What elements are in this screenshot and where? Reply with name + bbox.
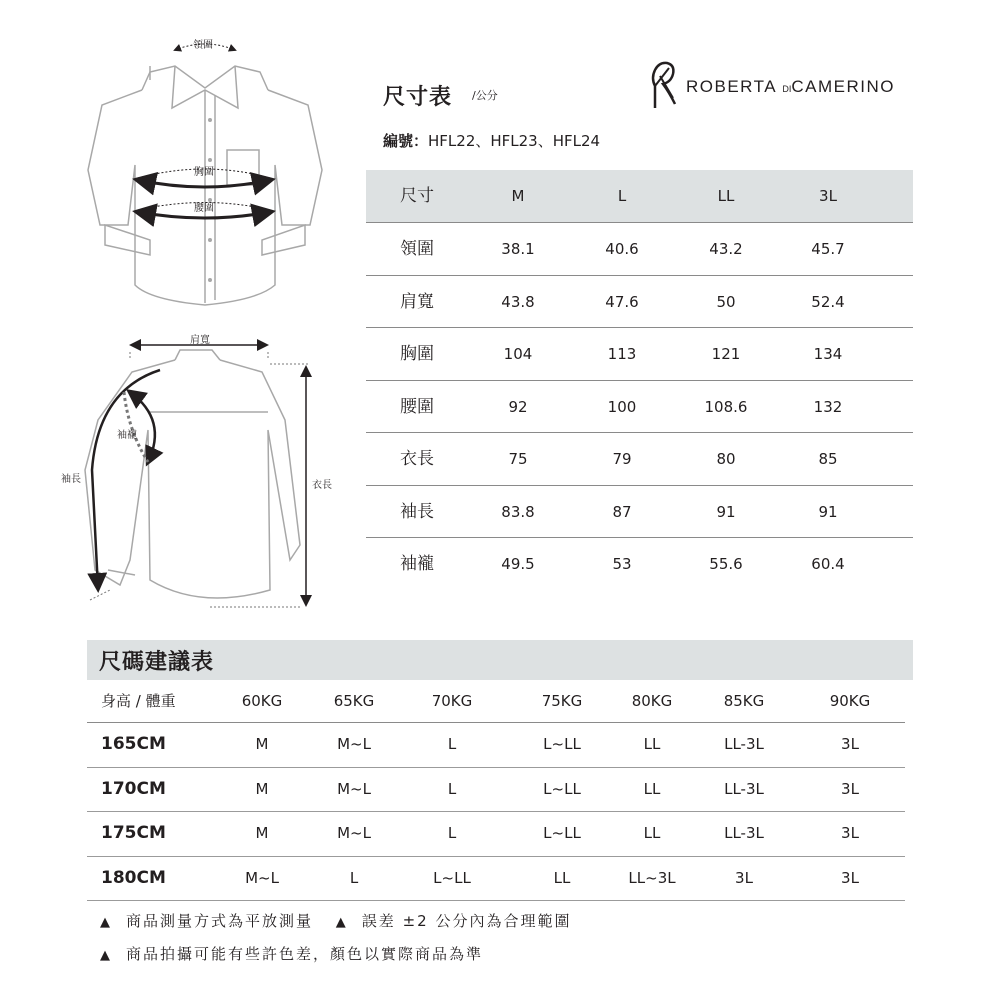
table-cell: 50 (716, 292, 736, 311)
height-label: 165CM (101, 734, 166, 754)
table-row (366, 276, 913, 329)
table-cell: L (447, 779, 457, 798)
table-cell: 60.4 (811, 555, 845, 573)
size-header: 3L (819, 187, 837, 205)
table-cell: LL (553, 868, 571, 887)
weight-header: 80KG (631, 692, 673, 710)
table-cell: M (255, 735, 269, 753)
weight-header: 90KG (829, 692, 871, 710)
triangle-icon: ▲ (335, 915, 348, 930)
table-cell: L~LL (543, 824, 581, 842)
row-label: 衣長 (400, 449, 434, 469)
table-cell: 3L (841, 779, 859, 798)
recommendation-header (87, 680, 905, 723)
table-cell: 104 (503, 345, 533, 363)
table-cell: 52.4 (811, 292, 845, 311)
table-cell: LL-3L (724, 824, 764, 842)
weight-header: 85KG (723, 692, 765, 710)
table-cell: 3L (841, 735, 859, 753)
table-row (87, 768, 905, 813)
table-cell: 91 (818, 502, 838, 521)
table-cell: L~LL (543, 779, 581, 798)
table-cell: 38.1 (501, 240, 535, 258)
collar-label: 領圍 (193, 40, 213, 51)
shirt-diagrams (0, 0, 360, 640)
triangle-icon: ▲ (100, 915, 112, 930)
armhole-label: 袖襱 (117, 430, 137, 441)
height-label: 175CM (101, 823, 166, 843)
table-cell: 80 (716, 450, 736, 468)
table-cell: 40.6 (605, 240, 639, 258)
table-cell: L (349, 868, 359, 887)
height-label: 170CM (101, 778, 166, 799)
row-label: 胸圍 (400, 344, 434, 364)
brand-name: ROBERTA DICAMERINO (686, 77, 896, 96)
table-cell: M~L (337, 779, 371, 798)
brand-logo-icon (645, 58, 681, 110)
table-cell: 108.6 (704, 397, 748, 416)
size-header: LL (717, 187, 735, 205)
size-corner-label: 尺寸 (400, 186, 434, 206)
weight-header: 70KG (431, 692, 473, 710)
table-cell: LL~3L (628, 868, 676, 887)
row-label: 袖長 (400, 501, 434, 522)
table-cell: L (447, 824, 457, 842)
table-cell: LL-3L (724, 779, 764, 798)
table-cell: 49.5 (501, 555, 535, 573)
table-cell: 47.6 (605, 292, 639, 311)
table-cell: 3L (841, 824, 859, 842)
table-cell: LL (643, 779, 661, 798)
table-row (87, 723, 905, 768)
weight-header: 65KG (333, 692, 375, 710)
table-cell: LL-3L (724, 735, 764, 753)
table-cell: 100 (607, 397, 637, 416)
table-row (366, 538, 913, 590)
waist-label: 腰圍 (194, 203, 214, 214)
table-cell: 53 (612, 555, 632, 573)
table-row (87, 857, 905, 902)
table-cell: 121 (711, 345, 741, 363)
back-shirt-drawing (85, 350, 300, 598)
size-table (366, 170, 913, 590)
weight-header: 75KG (541, 692, 583, 710)
table-row (366, 223, 913, 276)
size-table-header (366, 170, 913, 223)
row-label: 肩寬 (400, 291, 434, 312)
table-row (366, 486, 913, 539)
table-cell: 43.8 (501, 292, 535, 311)
table-cell: 132 (813, 397, 843, 416)
table-cell: 3L (735, 868, 753, 887)
page-title: 尺寸表 (383, 85, 453, 110)
table-cell: 92 (508, 397, 528, 416)
row-label: 袖襱 (400, 554, 434, 574)
table-cell: 83.8 (501, 502, 535, 521)
table-cell: 79 (612, 450, 632, 468)
table-cell: 85 (818, 450, 838, 468)
table-row (366, 433, 913, 486)
table-cell: LL (643, 824, 661, 842)
table-cell: L~LL (543, 735, 581, 753)
body-length-label: 衣長 (312, 480, 332, 491)
table-row (366, 328, 913, 381)
height-label: 180CM (101, 867, 166, 888)
table-cell: 75 (508, 450, 528, 468)
size-header: M (511, 187, 525, 205)
model-number: 編號：HFL22、HFL23、HFL24 (383, 132, 601, 150)
table-cell: L (447, 735, 457, 753)
table-cell: M (255, 824, 269, 842)
chest-label: 胸圍 (194, 167, 214, 178)
table-cell: 3L (841, 868, 859, 887)
row-label: 腰圍 (400, 396, 434, 417)
note-color: ▲ 商品拍攝可能有些許色差，顏色以實際商品為準 (100, 945, 484, 963)
triangle-icon: ▲ (100, 948, 112, 963)
row-label: 領圍 (400, 239, 434, 259)
size-header: L (617, 187, 627, 205)
table-cell: 87 (612, 502, 632, 521)
note-measurement: ▲ 商品測量方式為平放測量 ▲ 誤差 ±2 公分內為合理範圍 (100, 912, 572, 930)
table-cell: 134 (813, 345, 843, 363)
sleeve-length-label: 袖長 (61, 474, 81, 485)
table-row (366, 381, 913, 434)
table-cell: 91 (716, 502, 736, 521)
recommendation-title: 尺碼建議表 (99, 650, 215, 675)
unit-label: /公分 (472, 89, 498, 102)
recommendation-table (87, 680, 905, 901)
table-cell: 45.7 (811, 240, 845, 258)
table-cell: 113 (607, 345, 637, 363)
weight-header: 60KG (241, 692, 283, 710)
table-cell: LL (643, 735, 661, 753)
table-cell: M~L (245, 868, 279, 887)
table-row (87, 812, 905, 857)
shoulder-label: 肩寬 (190, 335, 210, 346)
table-cell: M~L (337, 824, 371, 842)
table-cell: M~L (337, 735, 371, 753)
table-cell: L~LL (433, 868, 471, 887)
table-cell: M (255, 779, 269, 798)
height-weight-label: 身高 / 體重 (101, 692, 176, 710)
table-cell: 55.6 (709, 555, 743, 573)
table-cell: 43.2 (709, 240, 743, 258)
